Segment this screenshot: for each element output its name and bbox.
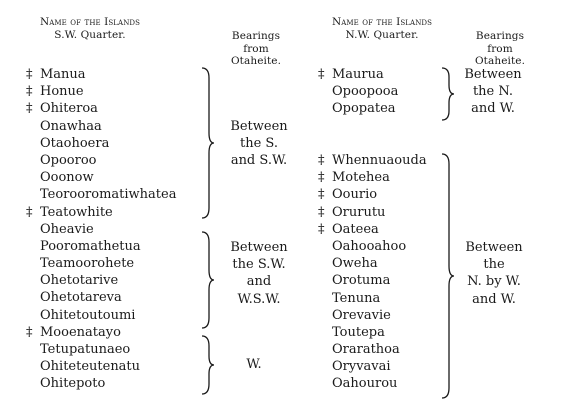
- nw-name-header: [312, 16, 452, 41]
- nw-bearing-2: [452, 239, 536, 308]
- island-name: Tenuna: [332, 290, 381, 306]
- island-name: Oweha: [332, 256, 378, 272]
- nw-bearing-2-line: the: [483, 257, 505, 273]
- island-row: [26, 204, 216, 221]
- nw-name-header-line: Name of the Islands: [331, 16, 433, 28]
- sw-bearing-1-line: the S.: [240, 136, 278, 152]
- island-row: [26, 255, 216, 272]
- island-name: Oryvavai: [332, 359, 391, 375]
- dagger-mark: ‡: [26, 84, 33, 100]
- island-name: Teorooromatiwhatea: [40, 187, 177, 203]
- island-name: Opopatea: [332, 101, 396, 117]
- island-row: [26, 375, 216, 392]
- island-name: Whennuaouda: [332, 153, 427, 168]
- island-name: Ohitepoto: [40, 376, 106, 392]
- island-row: [318, 324, 458, 341]
- island-name: Ooonow: [40, 170, 94, 186]
- island-row: [318, 204, 458, 221]
- island-row: [318, 221, 458, 238]
- island-row: [318, 290, 458, 307]
- island-row: [26, 307, 216, 324]
- island-row: [26, 152, 216, 169]
- island-name: Teamoorohete: [40, 256, 135, 272]
- island-row: [26, 100, 216, 117]
- sw-bearing-1-line: Between: [230, 119, 288, 134]
- island-row: [26, 341, 216, 358]
- nw-bearing-header-line: Bearings: [475, 30, 525, 42]
- sw-bearing-2-line: Between: [230, 240, 288, 255]
- island-row: [26, 221, 216, 238]
- sw-bearing-header-line: from: [243, 42, 269, 55]
- sw-bearing-header-line: Otaheite.: [230, 55, 282, 67]
- island-row: [318, 100, 458, 117]
- sw-bearing-1: [218, 118, 300, 170]
- island-row: [26, 169, 216, 186]
- island-name: Maurua: [332, 67, 384, 82]
- island-row: [26, 135, 216, 152]
- nw-bearing-2-line: N. by W.: [467, 274, 521, 290]
- nw-bearing-1-line: and W.: [471, 101, 515, 117]
- nw-bearing-1: [450, 66, 536, 118]
- island-name: Oourio: [332, 187, 378, 203]
- dagger-mark: ‡: [318, 221, 325, 237]
- island-name: Teatowhite: [40, 204, 113, 220]
- island-name: Onawhaa: [40, 118, 102, 134]
- island-row: [318, 66, 458, 83]
- nw-island-list-group-2: [318, 152, 458, 393]
- island-row: [26, 324, 216, 341]
- sw-name-header-line: S.W. Quarter.: [54, 28, 126, 41]
- island-name: Oahourou: [332, 376, 398, 392]
- island-name: Ohetotareva: [40, 290, 122, 306]
- island-name: Toutepa: [332, 324, 385, 340]
- nw-bearing-header: [450, 30, 550, 68]
- dagger-mark: ‡: [26, 324, 33, 340]
- island-name: Manua: [40, 67, 86, 82]
- island-row: [318, 358, 458, 375]
- island-row: [318, 238, 458, 255]
- island-row: [318, 307, 458, 324]
- sw-island-list: [26, 66, 216, 393]
- brace-sw-1: [200, 66, 216, 220]
- island-name: Ohetotarive: [40, 273, 119, 289]
- sw-bearing-2-line: the S.W.: [232, 257, 286, 273]
- island-name: Ohiteroa: [40, 101, 98, 117]
- island-name: Mooenatayo: [40, 324, 121, 340]
- island-name: Ohitetoutoumi: [40, 307, 136, 323]
- nw-bearing-2-line: and W.: [472, 291, 516, 307]
- island-name: Motehea: [332, 170, 390, 186]
- island-name: Oahooahoo: [332, 238, 407, 254]
- island-name: Opooroo: [40, 152, 97, 168]
- island-row: [318, 375, 458, 392]
- sw-bearing-3-line: W.: [246, 357, 262, 372]
- island-name: Oateea: [332, 221, 379, 237]
- island-row: [318, 186, 458, 203]
- island-row: [26, 118, 216, 135]
- brace-sw-3: [200, 334, 216, 396]
- sw-name-header-line: Name of the Islands: [39, 16, 141, 28]
- nw-name-header-line: N.W. Quarter.: [345, 28, 419, 41]
- nw-island-list-group-1: [318, 66, 458, 118]
- island-name: Honue: [40, 84, 84, 100]
- island-row: [318, 341, 458, 358]
- dagger-mark: ‡: [318, 67, 325, 82]
- island-name: Tetupatunaeo: [40, 342, 131, 357]
- island-row: [318, 255, 458, 272]
- island-row: [318, 152, 458, 169]
- island-name: Orurutu: [332, 204, 386, 220]
- island-row: [26, 66, 216, 83]
- dagger-mark: ‡: [318, 204, 325, 220]
- sw-bearing-2-line: and: [246, 274, 272, 290]
- island-row: [26, 358, 216, 375]
- sw-bearing-2: [218, 239, 300, 308]
- island-row: [26, 289, 216, 306]
- island-row: [318, 83, 458, 100]
- sw-name-header: [20, 16, 160, 41]
- island-name: Orotuma: [332, 273, 391, 289]
- nw-bearing-1-line: Between: [464, 67, 522, 82]
- island-name: Otaohoera: [40, 135, 110, 151]
- nw-bearing-header-line: from: [487, 42, 513, 55]
- sw-bearing-2-line: W.S.W.: [237, 291, 281, 307]
- nw-bearing-2-line: Between: [465, 240, 523, 255]
- sw-bearing-header: [214, 30, 298, 68]
- island-name: Opoopooa: [332, 84, 399, 100]
- island-name: Oheavie: [40, 221, 94, 237]
- island-row: [26, 186, 216, 203]
- dagger-mark: ‡: [26, 204, 33, 220]
- island-name: Orevavie: [332, 307, 391, 323]
- nw-bearing-1-line: the N.: [472, 84, 514, 100]
- nw-bearing-header-line: Otaheite.: [474, 55, 526, 67]
- dagger-mark: ‡: [26, 67, 33, 82]
- brace-sw-2: [200, 230, 216, 330]
- island-row: [26, 83, 216, 100]
- sw-bearing-3: [218, 356, 290, 373]
- island-name: Orarathoa: [332, 342, 400, 358]
- dagger-mark: ‡: [318, 170, 325, 186]
- island-row: [26, 238, 216, 255]
- island-name: Ohiteteutenatu: [40, 359, 141, 375]
- island-name: Pooromathetua: [40, 238, 141, 254]
- dagger-mark: ‡: [26, 101, 33, 117]
- island-row: [318, 169, 458, 186]
- dagger-mark: ‡: [318, 187, 325, 203]
- dagger-mark: ‡: [318, 153, 325, 168]
- island-row: [318, 272, 458, 289]
- island-row: [26, 272, 216, 289]
- sw-bearing-header-line: Bearings: [231, 30, 281, 42]
- sw-bearing-1-line: and S.W.: [230, 153, 288, 169]
